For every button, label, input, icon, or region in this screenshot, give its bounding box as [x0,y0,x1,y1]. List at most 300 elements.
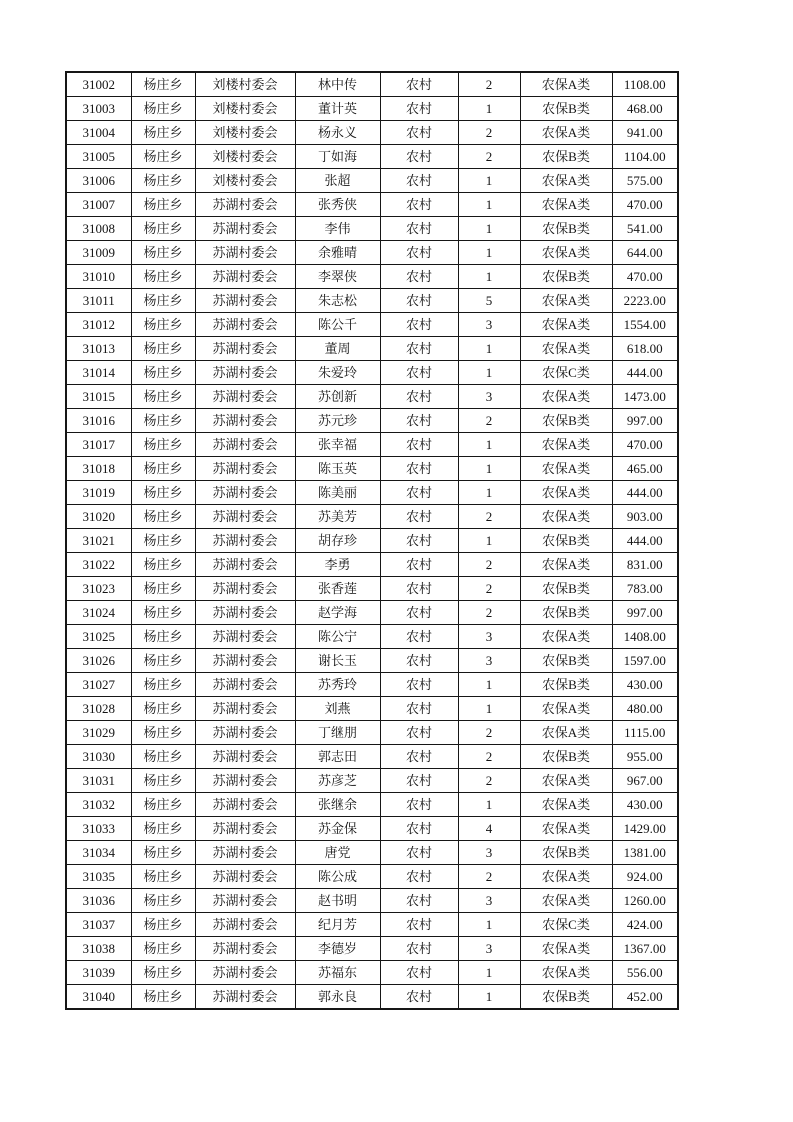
cell-id: 31037 [66,913,131,937]
table-row [66,97,678,121]
cell-name: 胡存珍 [295,529,380,553]
cell-id: 31025 [66,625,131,649]
cell-id: 31029 [66,721,131,745]
cell-township: 杨庄乡 [131,865,195,889]
cell-township: 杨庄乡 [131,673,195,697]
cell-insurance-category: 农保B类 [520,841,612,865]
table-row [66,649,678,673]
cell-amount: 541.00 [612,217,678,241]
cell-township: 杨庄乡 [131,145,195,169]
cell-insurance-category: 农保A类 [520,625,612,649]
cell-person-count: 2 [458,769,520,793]
cell-township: 杨庄乡 [131,601,195,625]
cell-amount: 1104.00 [612,145,678,169]
table-row [66,865,678,889]
table-row [66,481,678,505]
cell-amount: 452.00 [612,985,678,1010]
cell-village-committee: 苏湖村委会 [195,961,295,985]
cell-id: 31026 [66,649,131,673]
cell-residence-type: 农村 [380,145,458,169]
cell-name: 张香莲 [295,577,380,601]
cell-person-count: 2 [458,72,520,97]
cell-person-count: 1 [458,697,520,721]
cell-id: 31017 [66,433,131,457]
cell-insurance-category: 农保A类 [520,121,612,145]
cell-name: 苏美芳 [295,505,380,529]
cell-village-committee: 苏湖村委会 [195,313,295,337]
cell-person-count: 1 [458,793,520,817]
cell-person-count: 2 [458,409,520,433]
cell-township: 杨庄乡 [131,649,195,673]
cell-person-count: 2 [458,553,520,577]
table-row [66,361,678,385]
cell-person-count: 1 [458,217,520,241]
table-row [66,385,678,409]
cell-village-committee: 苏湖村委会 [195,937,295,961]
cell-residence-type: 农村 [380,337,458,361]
table-row [66,169,678,193]
cell-village-committee: 苏湖村委会 [195,697,295,721]
table-body [66,72,678,1009]
cell-person-count: 3 [458,937,520,961]
cell-insurance-category: 农保B类 [520,985,612,1010]
cell-amount: 444.00 [612,529,678,553]
cell-person-count: 1 [458,97,520,121]
cell-person-count: 1 [458,193,520,217]
cell-amount: 924.00 [612,865,678,889]
cell-insurance-category: 农保A类 [520,481,612,505]
cell-village-committee: 苏湖村委会 [195,985,295,1010]
cell-person-count: 1 [458,913,520,937]
cell-id: 31023 [66,577,131,601]
cell-township: 杨庄乡 [131,769,195,793]
cell-residence-type: 农村 [380,193,458,217]
cell-village-committee: 苏湖村委会 [195,361,295,385]
cell-township: 杨庄乡 [131,217,195,241]
cell-id: 31033 [66,817,131,841]
cell-id: 31016 [66,409,131,433]
cell-insurance-category: 农保B类 [520,577,612,601]
cell-name: 杨永义 [295,121,380,145]
cell-amount: 444.00 [612,361,678,385]
cell-amount: 618.00 [612,337,678,361]
cell-person-count: 3 [458,649,520,673]
cell-amount: 480.00 [612,697,678,721]
cell-village-committee: 刘楼村委会 [195,72,295,97]
cell-insurance-category: 农保A类 [520,721,612,745]
cell-insurance-category: 农保B类 [520,529,612,553]
cell-amount: 1597.00 [612,649,678,673]
table-row [66,673,678,697]
cell-residence-type: 农村 [380,217,458,241]
cell-id: 31005 [66,145,131,169]
cell-residence-type: 农村 [380,721,458,745]
cell-township: 杨庄乡 [131,841,195,865]
cell-person-count: 2 [458,721,520,745]
cell-residence-type: 农村 [380,409,458,433]
cell-village-committee: 苏湖村委会 [195,193,295,217]
cell-amount: 1554.00 [612,313,678,337]
cell-person-count: 3 [458,385,520,409]
cell-name: 苏金保 [295,817,380,841]
cell-village-committee: 苏湖村委会 [195,409,295,433]
cell-insurance-category: 农保B类 [520,97,612,121]
cell-amount: 644.00 [612,241,678,265]
cell-township: 杨庄乡 [131,913,195,937]
table-row [66,889,678,913]
cell-amount: 941.00 [612,121,678,145]
cell-insurance-category: 农保A类 [520,697,612,721]
cell-insurance-category: 农保A类 [520,193,612,217]
cell-village-committee: 刘楼村委会 [195,169,295,193]
cell-insurance-category: 农保A类 [520,241,612,265]
cell-village-committee: 苏湖村委会 [195,625,295,649]
table-row [66,769,678,793]
cell-name: 苏福东 [295,961,380,985]
cell-id: 31036 [66,889,131,913]
cell-residence-type: 农村 [380,985,458,1010]
table-row [66,913,678,937]
cell-amount: 556.00 [612,961,678,985]
cell-amount: 903.00 [612,505,678,529]
cell-id: 31031 [66,769,131,793]
cell-township: 杨庄乡 [131,433,195,457]
cell-name: 丁如海 [295,145,380,169]
cell-township: 杨庄乡 [131,169,195,193]
cell-insurance-category: 农保A类 [520,553,612,577]
table-row [66,697,678,721]
cell-township: 杨庄乡 [131,241,195,265]
cell-person-count: 1 [458,337,520,361]
cell-name: 陈美丽 [295,481,380,505]
cell-village-committee: 苏湖村委会 [195,793,295,817]
cell-person-count: 1 [458,673,520,697]
cell-id: 31013 [66,337,131,361]
cell-amount: 470.00 [612,265,678,289]
cell-residence-type: 农村 [380,72,458,97]
cell-village-committee: 刘楼村委会 [195,121,295,145]
cell-amount: 1473.00 [612,385,678,409]
cell-township: 杨庄乡 [131,121,195,145]
table-row [66,937,678,961]
table-row [66,433,678,457]
table-row [66,505,678,529]
cell-id: 31032 [66,793,131,817]
cell-person-count: 2 [458,145,520,169]
cell-insurance-category: 农保A类 [520,817,612,841]
cell-village-committee: 刘楼村委会 [195,145,295,169]
cell-residence-type: 农村 [380,841,458,865]
cell-township: 杨庄乡 [131,72,195,97]
table-row [66,721,678,745]
cell-name: 苏创新 [295,385,380,409]
cell-insurance-category: 农保A类 [520,72,612,97]
table-row [66,817,678,841]
cell-person-count: 1 [458,169,520,193]
cell-village-committee: 苏湖村委会 [195,529,295,553]
cell-amount: 1115.00 [612,721,678,745]
cell-insurance-category: 农保A类 [520,937,612,961]
cell-township: 杨庄乡 [131,505,195,529]
cell-insurance-category: 农保A类 [520,961,612,985]
cell-id: 31040 [66,985,131,1010]
table-row [66,601,678,625]
cell-id: 31024 [66,601,131,625]
cell-residence-type: 农村 [380,745,458,769]
cell-id: 31021 [66,529,131,553]
table-row [66,145,678,169]
cell-township: 杨庄乡 [131,553,195,577]
cell-insurance-category: 农保A类 [520,769,612,793]
cell-village-committee: 苏湖村委会 [195,913,295,937]
cell-amount: 2223.00 [612,289,678,313]
cell-person-count: 5 [458,289,520,313]
cell-name: 谢长玉 [295,649,380,673]
cell-insurance-category: 农保B类 [520,673,612,697]
cell-amount: 468.00 [612,97,678,121]
cell-village-committee: 苏湖村委会 [195,769,295,793]
cell-amount: 1260.00 [612,889,678,913]
table-row [66,193,678,217]
cell-amount: 997.00 [612,601,678,625]
cell-id: 31022 [66,553,131,577]
cell-insurance-category: 农保B类 [520,409,612,433]
table-row [66,985,678,1010]
cell-id: 31034 [66,841,131,865]
cell-residence-type: 农村 [380,505,458,529]
cell-name: 张继余 [295,793,380,817]
cell-amount: 1108.00 [612,72,678,97]
cell-person-count: 2 [458,745,520,769]
cell-insurance-category: 农保A类 [520,865,612,889]
cell-township: 杨庄乡 [131,625,195,649]
cell-township: 杨庄乡 [131,385,195,409]
cell-amount: 444.00 [612,481,678,505]
cell-name: 苏彦芝 [295,769,380,793]
cell-person-count: 1 [458,241,520,265]
cell-insurance-category: 农保B类 [520,145,612,169]
cell-residence-type: 农村 [380,961,458,985]
cell-village-committee: 刘楼村委会 [195,97,295,121]
cell-township: 杨庄乡 [131,361,195,385]
table-row [66,793,678,817]
cell-village-committee: 苏湖村委会 [195,817,295,841]
cell-residence-type: 农村 [380,529,458,553]
cell-township: 杨庄乡 [131,457,195,481]
cell-name: 郭永良 [295,985,380,1010]
cell-amount: 783.00 [612,577,678,601]
cell-name: 董周 [295,337,380,361]
cell-residence-type: 农村 [380,553,458,577]
cell-name: 张幸福 [295,433,380,457]
cell-residence-type: 农村 [380,265,458,289]
cell-amount: 1429.00 [612,817,678,841]
table-row [66,745,678,769]
cell-residence-type: 农村 [380,865,458,889]
table-row [66,337,678,361]
cell-village-committee: 苏湖村委会 [195,649,295,673]
cell-name: 陈公成 [295,865,380,889]
cell-id: 31008 [66,217,131,241]
cell-name: 张超 [295,169,380,193]
cell-name: 陈公宁 [295,625,380,649]
cell-amount: 470.00 [612,193,678,217]
cell-village-committee: 苏湖村委会 [195,865,295,889]
cell-id: 31007 [66,193,131,217]
cell-name: 董计英 [295,97,380,121]
cell-name: 纪月芳 [295,913,380,937]
cell-amount: 1408.00 [612,625,678,649]
cell-id: 31012 [66,313,131,337]
cell-person-count: 1 [458,265,520,289]
cell-residence-type: 农村 [380,577,458,601]
cell-person-count: 2 [458,505,520,529]
cell-name: 赵书明 [295,889,380,913]
cell-township: 杨庄乡 [131,313,195,337]
cell-name: 丁继朋 [295,721,380,745]
cell-insurance-category: 农保A类 [520,457,612,481]
cell-person-count: 1 [458,361,520,385]
cell-id: 31009 [66,241,131,265]
cell-id: 31038 [66,937,131,961]
cell-amount: 465.00 [612,457,678,481]
cell-township: 杨庄乡 [131,97,195,121]
cell-insurance-category: 农保B类 [520,265,612,289]
cell-township: 杨庄乡 [131,577,195,601]
cell-amount: 1367.00 [612,937,678,961]
cell-name: 朱爱玲 [295,361,380,385]
cell-person-count: 2 [458,601,520,625]
cell-village-committee: 苏湖村委会 [195,385,295,409]
table-row [66,841,678,865]
cell-name: 陈公千 [295,313,380,337]
table-row [66,529,678,553]
cell-amount: 997.00 [612,409,678,433]
cell-id: 31039 [66,961,131,985]
cell-person-count: 1 [458,457,520,481]
table-row [66,241,678,265]
table-row [66,457,678,481]
cell-name: 郭志田 [295,745,380,769]
cell-person-count: 2 [458,865,520,889]
cell-village-committee: 苏湖村委会 [195,337,295,361]
cell-village-committee: 苏湖村委会 [195,241,295,265]
cell-id: 31003 [66,97,131,121]
cell-name: 陈玉英 [295,457,380,481]
cell-insurance-category: 农保B类 [520,601,612,625]
cell-township: 杨庄乡 [131,793,195,817]
cell-id: 31035 [66,865,131,889]
cell-village-committee: 苏湖村委会 [195,577,295,601]
cell-village-committee: 苏湖村委会 [195,745,295,769]
insurance-records-table [65,71,679,1010]
cell-id: 31010 [66,265,131,289]
cell-id: 31019 [66,481,131,505]
cell-insurance-category: 农保A类 [520,889,612,913]
table-row [66,72,678,97]
cell-township: 杨庄乡 [131,337,195,361]
cell-residence-type: 农村 [380,481,458,505]
cell-amount: 831.00 [612,553,678,577]
cell-name: 余雅晴 [295,241,380,265]
cell-person-count: 3 [458,313,520,337]
cell-township: 杨庄乡 [131,937,195,961]
cell-village-committee: 苏湖村委会 [195,265,295,289]
cell-township: 杨庄乡 [131,529,195,553]
cell-id: 31030 [66,745,131,769]
cell-amount: 430.00 [612,673,678,697]
cell-name: 朱志松 [295,289,380,313]
cell-township: 杨庄乡 [131,697,195,721]
cell-name: 苏元珍 [295,409,380,433]
cell-township: 杨庄乡 [131,265,195,289]
cell-village-committee: 苏湖村委会 [195,673,295,697]
cell-village-committee: 苏湖村委会 [195,721,295,745]
cell-residence-type: 农村 [380,937,458,961]
cell-village-committee: 苏湖村委会 [195,841,295,865]
cell-insurance-category: 农保A类 [520,505,612,529]
cell-person-count: 1 [458,961,520,985]
cell-name: 李勇 [295,553,380,577]
table-row [66,577,678,601]
cell-village-committee: 苏湖村委会 [195,481,295,505]
table-row [66,289,678,313]
cell-id: 31002 [66,72,131,97]
cell-township: 杨庄乡 [131,817,195,841]
cell-residence-type: 农村 [380,121,458,145]
cell-residence-type: 农村 [380,697,458,721]
cell-id: 31027 [66,673,131,697]
cell-village-committee: 苏湖村委会 [195,289,295,313]
cell-name: 刘燕 [295,697,380,721]
cell-amount: 430.00 [612,793,678,817]
cell-township: 杨庄乡 [131,409,195,433]
table-row [66,313,678,337]
cell-township: 杨庄乡 [131,745,195,769]
cell-person-count: 1 [458,985,520,1010]
cell-residence-type: 农村 [380,817,458,841]
cell-village-committee: 苏湖村委会 [195,553,295,577]
cell-name: 张秀侠 [295,193,380,217]
cell-village-committee: 苏湖村委会 [195,217,295,241]
cell-insurance-category: 农保A类 [520,289,612,313]
cell-person-count: 1 [458,529,520,553]
cell-village-committee: 苏湖村委会 [195,433,295,457]
cell-residence-type: 农村 [380,793,458,817]
cell-residence-type: 农村 [380,889,458,913]
cell-village-committee: 苏湖村委会 [195,457,295,481]
cell-insurance-category: 农保A类 [520,433,612,457]
cell-name: 林中传 [295,72,380,97]
cell-insurance-category: 农保A类 [520,313,612,337]
cell-name: 赵学海 [295,601,380,625]
cell-id: 31018 [66,457,131,481]
cell-person-count: 3 [458,625,520,649]
cell-id: 31014 [66,361,131,385]
table-row [66,409,678,433]
cell-name: 李伟 [295,217,380,241]
cell-insurance-category: 农保A类 [520,385,612,409]
cell-insurance-category: 农保B类 [520,649,612,673]
cell-id: 31015 [66,385,131,409]
cell-township: 杨庄乡 [131,985,195,1010]
cell-id: 31006 [66,169,131,193]
cell-person-count: 1 [458,481,520,505]
table-row [66,217,678,241]
cell-name: 李德岁 [295,937,380,961]
cell-insurance-category: 农保B类 [520,217,612,241]
cell-person-count: 3 [458,841,520,865]
